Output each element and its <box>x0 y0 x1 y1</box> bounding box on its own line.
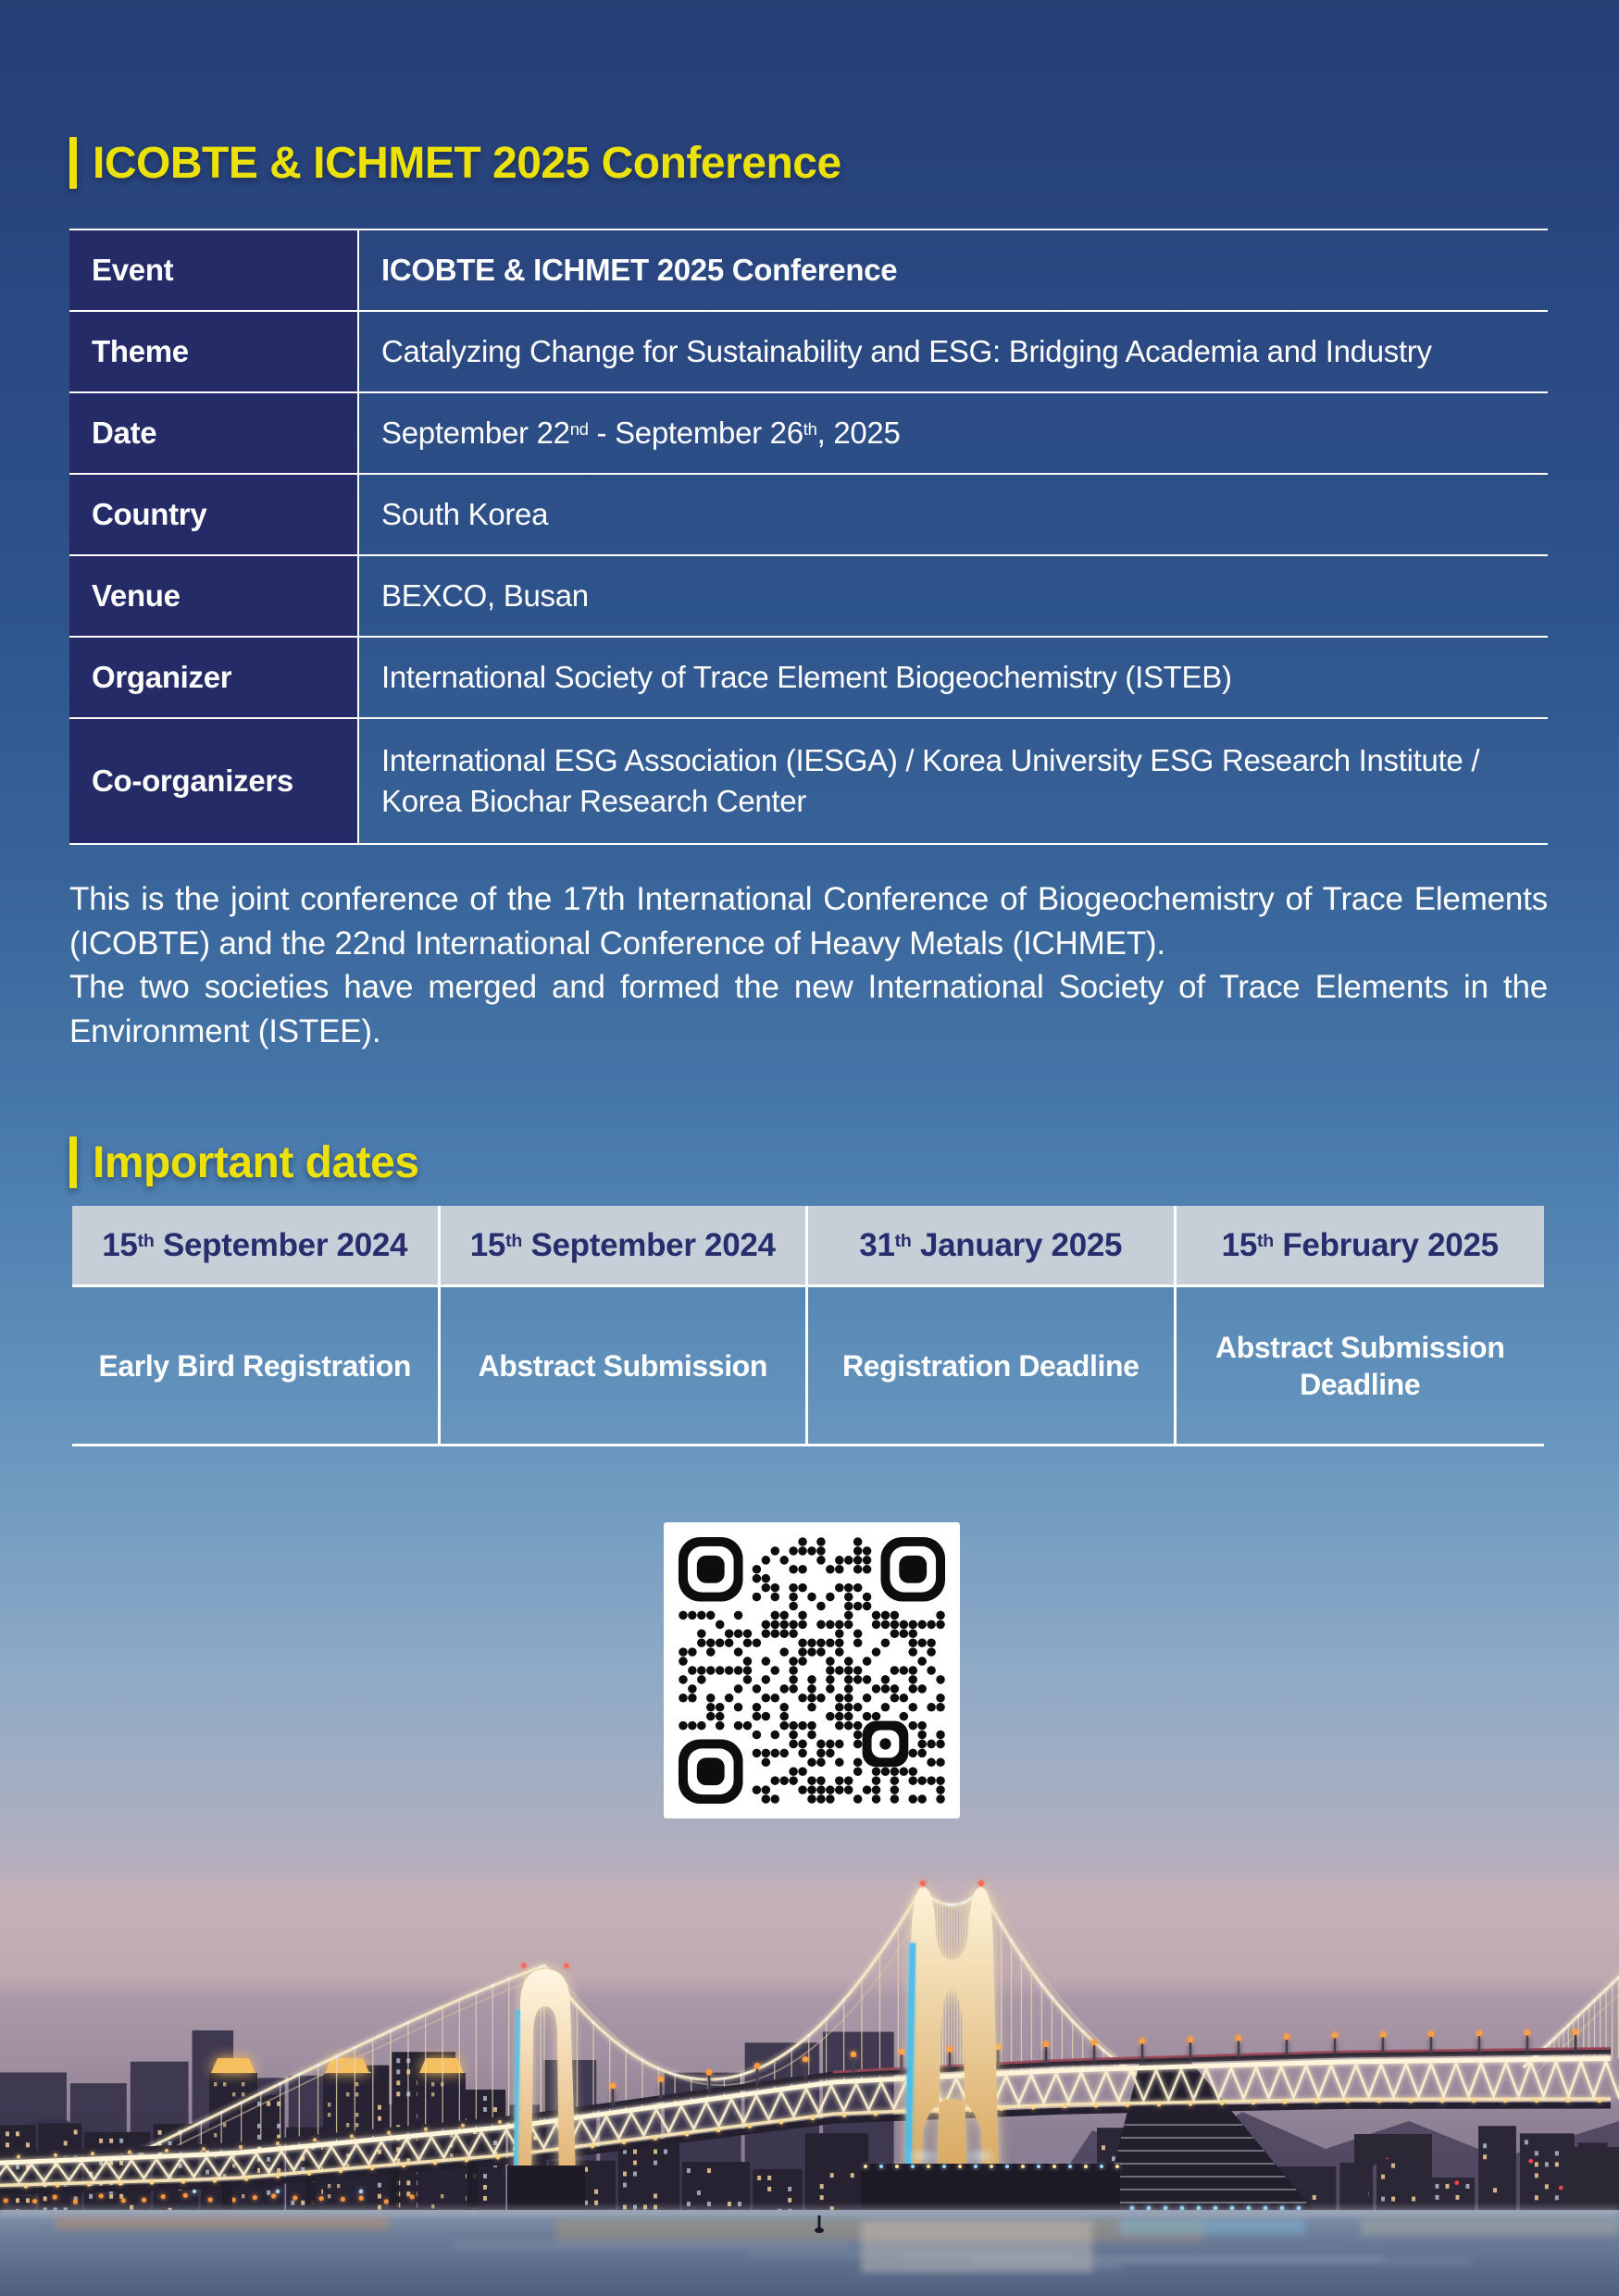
date-header-abstract-submission: 15th September 2024 <box>441 1206 809 1287</box>
conference-description <box>69 877 1548 1053</box>
date-header-early-bird: 15th September 2024 <box>72 1206 441 1287</box>
conference-qr-code <box>664 1522 960 1818</box>
row-value-co-organizers: International ESG Association (IESGA) / Korea University ESG Research Institute / Korea Biochar Research Center <box>381 743 1480 818</box>
description-paragraph-1: This is the joint conference of the 17th International Conference of Biogeochemistry of Trace Elements (ICOBTE) and the 22nd International Conference of Heavy Metals (ICHMET). <box>69 881 1548 962</box>
date-label-registration-deadline: Registration Deadline <box>808 1287 1177 1446</box>
section-title: Important dates <box>93 1137 419 1187</box>
heading-accent-bar <box>69 1136 77 1188</box>
row-value-country: South Korea <box>359 475 1548 556</box>
row-label-co-organizers: Co-organizers <box>69 719 359 843</box>
date-header-abstract-deadline: 15th February 2025 <box>1177 1206 1545 1287</box>
row-label-venue: Venue <box>69 556 359 638</box>
row-value-date: September 22nd - September 26th, 2025 <box>359 393 1548 475</box>
important-dates-title <box>69 1136 419 1188</box>
important-dates-table <box>72 1206 1544 1446</box>
page-title: ICOBTE & ICHMET 2025 Conference <box>93 138 841 188</box>
row-label-event: Event <box>69 230 359 312</box>
row-value-organizer: International Society of Trace Element Biogeochemistry (ISTEB) <box>359 638 1548 719</box>
row-value-event: ICOBTE & ICHMET 2025 Conference <box>359 230 1548 312</box>
qr-code-image <box>664 1522 960 1818</box>
heading-accent-bar <box>69 137 77 189</box>
row-label-date: Date <box>69 393 359 475</box>
row-value-theme: Catalyzing Change for Sustainability and ESG: Bridging Academia and Industry <box>359 312 1548 393</box>
date-header-registration-deadline: 31th January 2025 <box>808 1206 1177 1287</box>
date-label-early-bird: Early Bird Registration <box>72 1287 441 1446</box>
date-label-abstract-submission: Abstract Submission <box>441 1287 809 1446</box>
conference-title <box>69 137 841 189</box>
row-value-venue: BEXCO, Busan <box>359 556 1548 638</box>
row-label-theme: Theme <box>69 312 359 393</box>
conference-info-table <box>69 229 1548 845</box>
date-label-abstract-deadline: Abstract Submission Deadline <box>1177 1287 1545 1446</box>
row-label-organizer: Organizer <box>69 638 359 719</box>
row-label-country: Country <box>69 475 359 556</box>
description-paragraph-2: The two societies have merged and formed the new International Society of Trace Elements in the Environment (ISTEE). <box>69 969 1548 1049</box>
